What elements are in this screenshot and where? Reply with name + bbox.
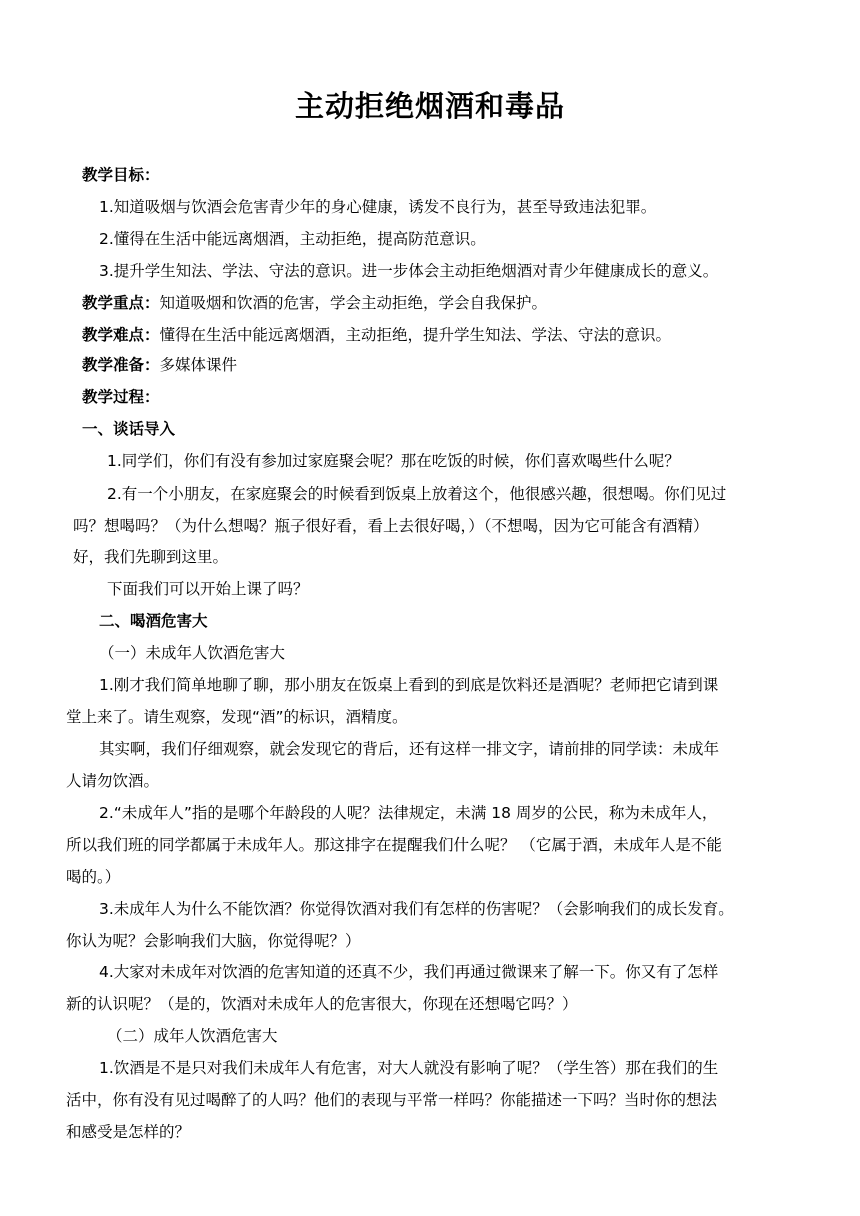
objectives-heading: 教学目标：	[82, 166, 160, 184]
sub1-paragraph-2-line-2: 人请勿饮酒。	[66, 772, 160, 790]
sub1-paragraph-2-line-1: 其实啊，我们仔细观察，就会发现它的背后，还有这样一排文字，请前排的同学读：未成年	[99, 740, 720, 758]
key-points-text: 知道吸烟和饮酒的危害，学会主动拒绝，学会自我保护。	[159, 294, 548, 312]
sub1-paragraph-1-line-2: 堂上来了。请生观察，发现“酒”的标识，酒精度。	[66, 708, 408, 726]
sub2-paragraph-1-line-3: 和感受是怎样的？	[66, 1123, 191, 1141]
preparation-label: 教学准备：	[82, 356, 160, 374]
sub1-paragraph-1-line-1: 1.刚才我们简单地聊了聊，那小朋友在饭桌上看到的到底是饮料还是酒呢？老师把它请到课	[99, 676, 719, 694]
section1-paragraph-2-line-3: 好，我们先聊到这里。	[73, 548, 229, 566]
difficulties-paragraph	[82, 325, 671, 345]
section1-heading: 一、谈话导入	[82, 420, 176, 438]
sub1-paragraph-5-line-2: 新的认识呢？（是的，饮酒对未成年人的危害很大，你现在还想喝它吗？）	[66, 995, 578, 1013]
section1-paragraph-2-line-2: 吗？想喝吗？（为什么想喝？瓶子很好看，看上去很好喝，）（不想喝，因为它可能含有酒精）	[73, 517, 709, 535]
section2-heading: 二、喝酒危害大	[99, 612, 208, 630]
section1-paragraph-2-line-1: 2.有一个小朋友，在家庭聚会的时候看到饭桌上放着这个，他很感兴趣，很想喝。你们见过	[107, 485, 727, 503]
sub1-paragraph-4-line-2: 你认为呢？会影响我们大脑，你觉得呢？）	[66, 932, 361, 950]
subsection2-heading: （二）成年人饮酒危害大	[107, 1027, 278, 1045]
preparation-paragraph	[82, 355, 237, 375]
sub1-paragraph-4-line-1: 3.未成年人为什么不能饮酒？你觉得饮酒对我们有怎样的伤害呢？（会影响我们的成长发育。	[99, 900, 734, 918]
sub1-paragraph-3-line-2: 所以我们班的同学都属于未成年人。那这排字在提醒我们什么呢？ （它属于酒，未成年人是不能	[66, 836, 722, 854]
section1-paragraph-3: 下面我们可以开始上课了吗？	[107, 580, 309, 598]
objective-1: 1.知道吸烟与饮酒会危害青少年的身心健康，诱发不良行为，甚至导致违法犯罪。	[99, 198, 657, 216]
sub1-paragraph-5-line-1: 4.大家对未成年对饮酒的危害知道的还真不少，我们再通过微课来了解一下。你又有了怎样	[99, 963, 719, 981]
section1-paragraph-1: 1.同学们，你们有没有参加过家庭聚会呢？那在吃饭的时候，你们喜欢喝些什么呢？	[107, 452, 680, 470]
objective-3: 3.提升学生知法、学法、守法的意识。进一步体会主动拒绝烟酒对青少年健康成长的意义。	[99, 262, 719, 280]
difficulties-text: 懂得在生活中能远离烟酒，主动拒绝，提升学生知法、学法、守法的意识。	[159, 326, 672, 344]
objective-2: 2.懂得在生活中能远离烟酒，主动拒绝，提高防范意识。	[99, 230, 486, 248]
sub2-paragraph-1-line-2: 活中，你有没有见过喝醉了的人吗？他们的表现与平常一样吗？你能描述一下吗？当时你的想法	[66, 1091, 718, 1109]
difficulties-label: 教学难点：	[82, 326, 160, 344]
sub1-paragraph-3-line-3: 喝的。）	[66, 868, 121, 886]
document-title: 主动拒绝烟酒和毒品	[294, 89, 565, 123]
process-heading: 教学过程：	[82, 388, 160, 406]
key-points-label: 教学重点：	[82, 294, 160, 312]
key-points-paragraph	[82, 293, 547, 313]
sub2-paragraph-1-line-1: 1.饮酒是不是只对我们未成年人有危害，对大人就没有影响了呢？（学生答）那在我们的生	[99, 1059, 719, 1077]
preparation-text: 多媒体课件	[159, 356, 238, 374]
sub1-paragraph-3-line-1: 2.“未成年人”指的是哪个年龄段的人呢？法律规定，未满 18 周岁的公民，称为未成年人，	[99, 804, 718, 822]
subsection1-heading: （一）未成年人饮酒危害大	[99, 644, 286, 662]
